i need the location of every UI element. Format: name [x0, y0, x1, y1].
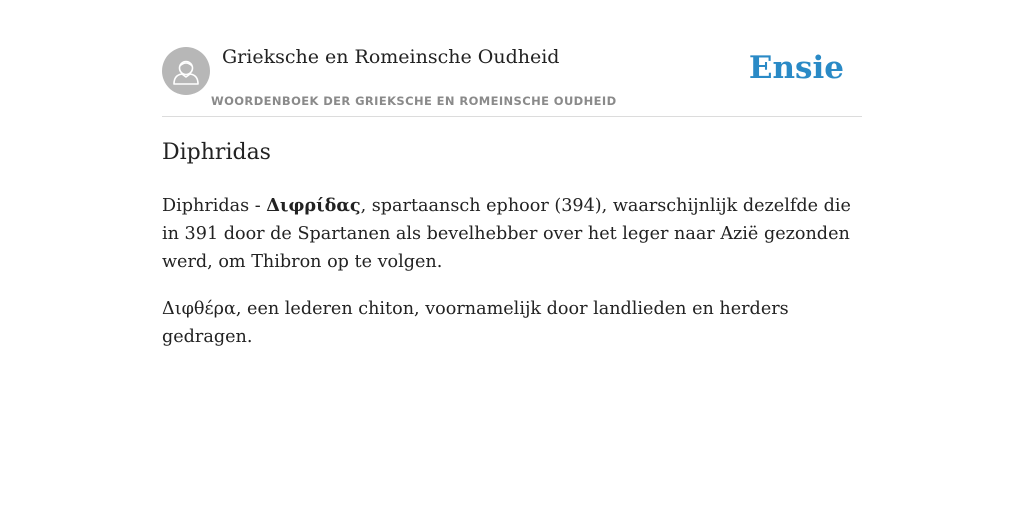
- entry-body: [162, 192, 872, 370]
- brand-logo[interactable]: Ensie: [748, 50, 844, 86]
- page: [162, 0, 862, 347]
- entry-greek-term: Διφρίδας: [266, 195, 361, 216]
- user-icon: [162, 47, 210, 95]
- entry-text: , spartaansch ephoor (394), waarschijnlijk dezelfde die in 391 door de Spartanen als bevelhebber over het leger naar Azië gezonden werd, om Thibron op te volgen.: [162, 196, 851, 272]
- site-subtitle: WOORDENBOEK DER GRIEKSCHE EN ROMEINSCHE OUDHEID: [211, 94, 617, 108]
- entry-lead: Diphridas -: [162, 196, 267, 216]
- avatar[interactable]: [162, 47, 210, 95]
- site-title[interactable]: Grieksche en Romeinsche Oudheid: [222, 46, 560, 68]
- entry-paragraph: [162, 192, 872, 276]
- entry-paragraph-2: Διφθέρα, een lederen chiton, voornamelijk door landlieden en herders gedragen.: [162, 299, 789, 347]
- header: [162, 0, 862, 117]
- entry-title: Diphridas: [162, 140, 271, 165]
